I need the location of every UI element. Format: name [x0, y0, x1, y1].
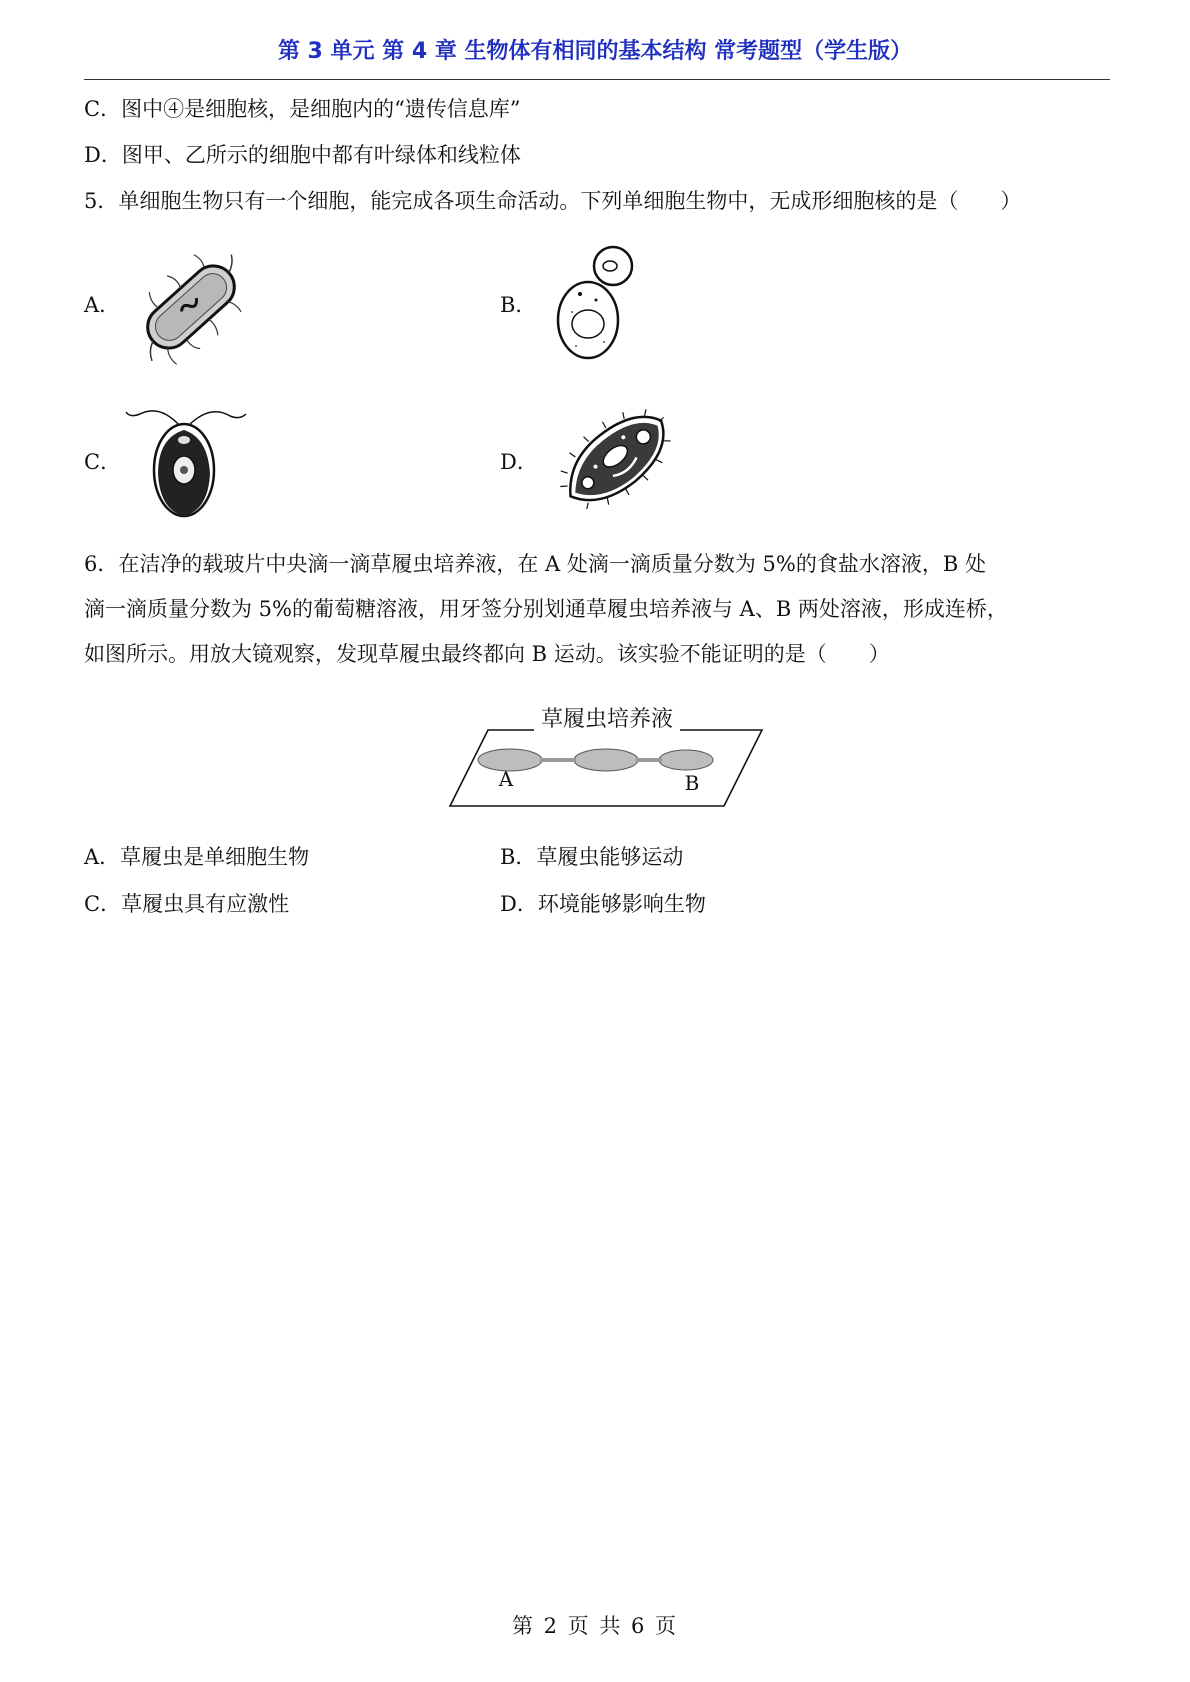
q4-option-d: D．图甲、乙所示的细胞中都有叶绿体和线粒体: [84, 143, 521, 167]
q6-stem-line1: 6．在洁净的载玻片中央滴一滴草履虫培养液，在 A 处滴一滴质量分数为 5%的食盐水溶液，B 处: [84, 552, 986, 576]
q6-option-c: C．草履虫具有应激性: [84, 892, 290, 916]
bridge-right: [636, 758, 662, 762]
bacterium-icon: [126, 248, 256, 366]
slide-experiment-diagram: [448, 698, 764, 810]
q6-stem-line2: 滴一滴质量分数为 5%的葡萄糖溶液，用牙签分别划通草履虫培养液与 A、B 两处溶液，形成连桥，: [84, 597, 1008, 621]
label-a: A: [498, 767, 514, 791]
page-footer: 第 2 页 共 6 页: [511, 1614, 679, 1638]
header-divider: [84, 79, 1110, 80]
bridge-left: [540, 758, 576, 762]
q6-option-d: D．环境能够影响生物: [500, 892, 706, 916]
q4-option-c: C．图中④是细胞核，是细胞内的“遗传信息库”: [84, 97, 521, 121]
q6-option-b: B．草履虫能够运动: [500, 845, 684, 869]
page-header-title: 第 3 单元 第 4 章 生物体有相同的基本结构 常考题型（学生版）: [277, 39, 913, 64]
diagram-title: 草履虫培养液: [540, 707, 674, 732]
label-b: B: [684, 771, 700, 795]
q6-option-a: A．草履虫是单细胞生物: [84, 845, 310, 869]
q5-option-a-label: A．: [84, 293, 121, 317]
q6-stem-line3: 如图所示。用放大镜观察，发现草履虫最终都向 B 运动。该实验不能证明的是（ ）: [84, 642, 890, 666]
q5-option-c-label: C．: [84, 450, 122, 474]
q5-stem: 5．单细胞生物只有一个细胞，能完成各项生命活动。下列单细胞生物中，无成形细胞核的是（ ）: [84, 189, 1022, 213]
chlamydomonas-icon: [124, 400, 248, 522]
paramecium-icon: [552, 398, 682, 522]
yeast-icon: [556, 242, 640, 364]
drop-center: [574, 749, 638, 771]
drop-b: [659, 750, 713, 770]
q5-option-d-label: D．: [500, 450, 538, 474]
q5-option-b-label: B．: [500, 293, 537, 317]
